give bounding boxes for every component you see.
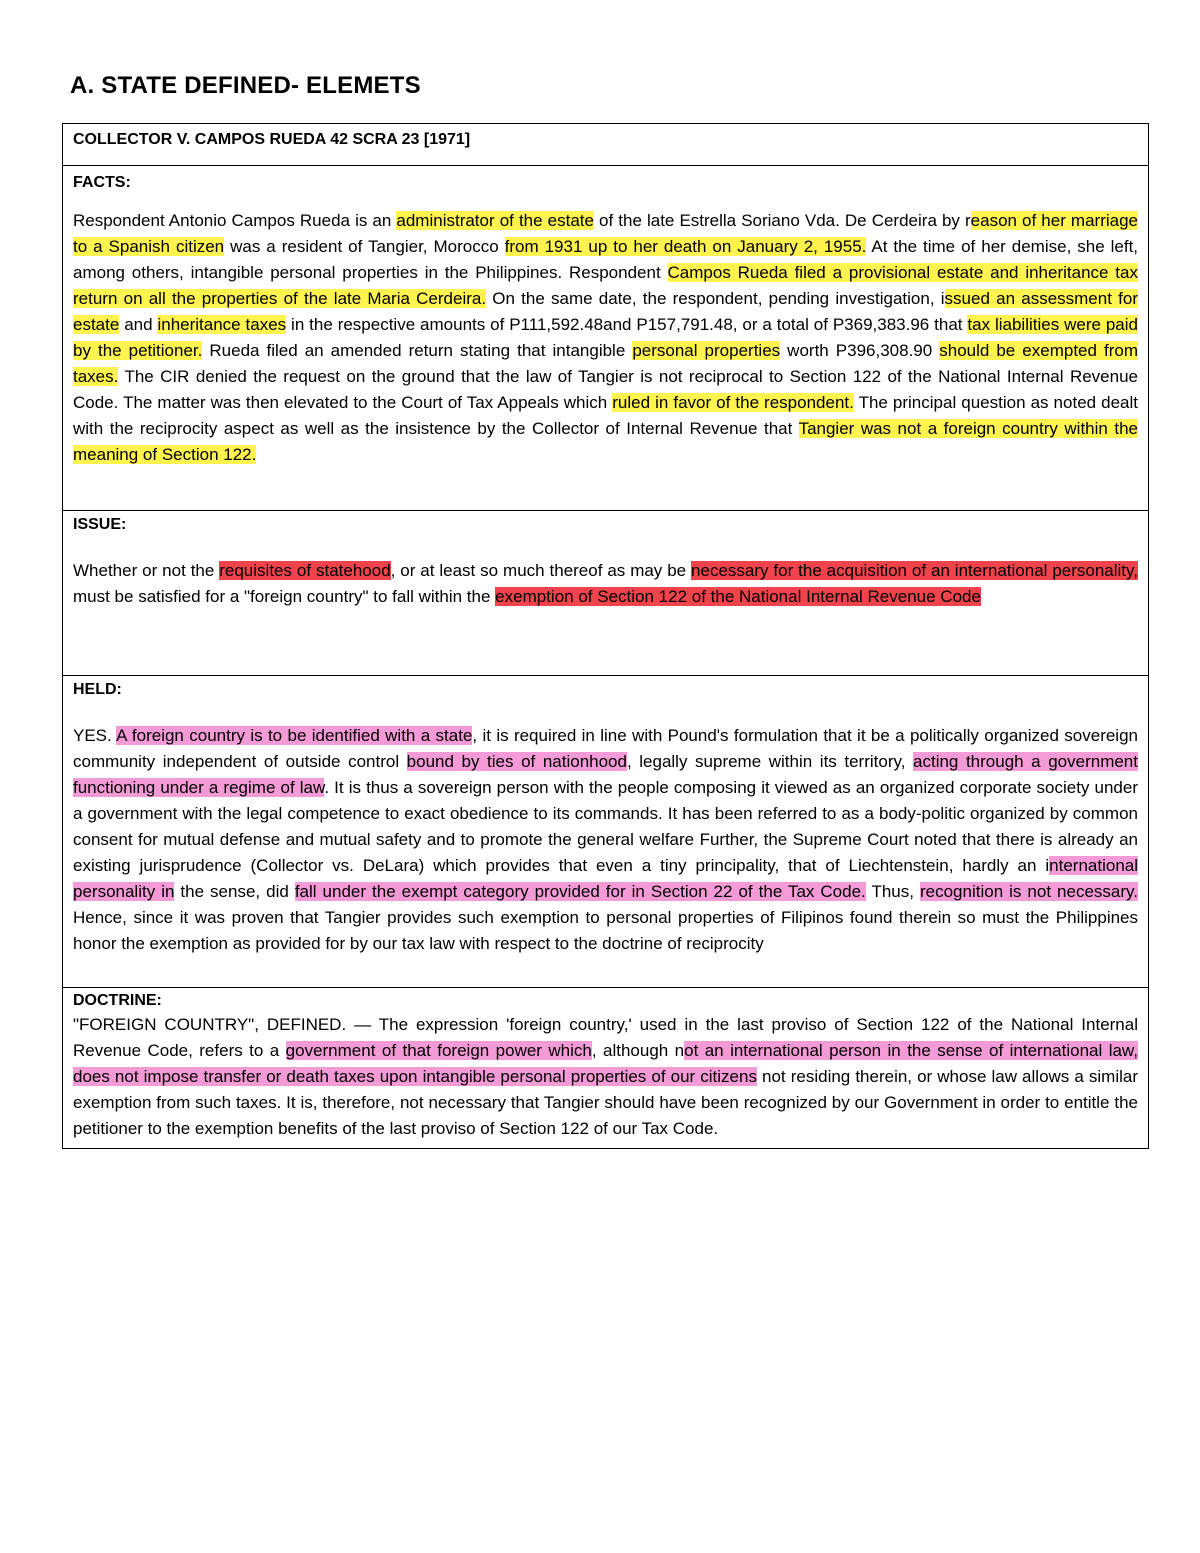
text-run: , or at least so much thereof as may be xyxy=(390,561,692,580)
highlighted-text: administrator of the estate xyxy=(396,211,594,230)
text-run: Rueda filed an amended return stating that intangible xyxy=(202,341,633,360)
highlighted-text: eason of her marriage to a Spanish citizen xyxy=(73,211,1138,256)
case-title-row xyxy=(63,124,1148,166)
highlighted-text: government of that foreign power which xyxy=(285,1041,592,1060)
held-label: HELD: xyxy=(73,681,122,698)
page-heading: A. STATE DEFINED- ELEMETS xyxy=(70,72,421,99)
highlighted-text: should be exempted from taxes. xyxy=(73,341,1138,386)
highlighted-text: nternational personality in xyxy=(73,856,1138,901)
case-digest-table xyxy=(62,123,1149,1149)
highlighted-text: Campos Rueda filed a provisional estate and inheritance tax return on all the properties of the late Maria Cerdeira. xyxy=(73,263,1138,308)
spacer xyxy=(73,701,1138,723)
spacer xyxy=(73,194,1138,208)
held-text xyxy=(73,723,1138,957)
issue-label: ISSUE: xyxy=(73,516,127,533)
highlighted-text: A foreign country is to be identified with a state xyxy=(116,726,473,745)
text-run: YES. xyxy=(73,726,117,745)
spacer xyxy=(73,536,1138,558)
text-run: , although n xyxy=(591,1041,685,1060)
highlighted-text: Tangier was not a foreign country within the meaning of Section 122. xyxy=(73,419,1138,464)
text-run: , it is required in line with Pound's formulation that it be a politically organized sovereign community independent of outside control xyxy=(73,726,1138,771)
highlighted-text: fall under the exempt category provided for in Section 22 of the Tax Code. xyxy=(294,882,866,901)
highlighted-text: bound by ties of nationhood xyxy=(406,752,627,771)
highlighted-text: inheritance taxes xyxy=(157,315,287,334)
highlighted-text: necessary for the acquisition of an international personality, xyxy=(691,561,1138,580)
text-run: was a resident of Tangier, Morocco xyxy=(224,237,505,256)
highlighted-text: from 1931 up to her death on January 2, 1955. xyxy=(504,237,867,256)
text-run: "FOREIGN COUNTRY", DEFINED. — The expression 'foreign country,' used in the last proviso of Section 122 of the National Internal Revenue Code, refers to a xyxy=(73,1015,1138,1060)
facts-section xyxy=(63,166,1148,511)
highlighted-text: recognition is not necessary. xyxy=(919,882,1138,901)
text-run: Respondent Antonio Campos Rueda is an xyxy=(73,211,397,230)
facts-text xyxy=(73,208,1138,468)
text-run: Whether or not the xyxy=(73,561,220,580)
text-run: the sense, did xyxy=(174,882,295,901)
highlighted-text: tax liabilities were paid by the petitioner. xyxy=(73,315,1138,360)
text-run: , legally supreme within its territory, xyxy=(626,752,914,771)
text-run: and xyxy=(119,315,158,334)
text-run: The principal question as noted dealt with the reciprocity aspect as well as the insistence by the Collector of Internal Revenue that xyxy=(73,393,1138,438)
text-run: worth P396,308.90 xyxy=(780,341,940,360)
issue-text xyxy=(73,558,1138,610)
text-run: not residing therein, or whose law allows a similar exemption from such taxes. It is, therefore, not necessary that Tangier should have been recognized by our Government in order to entitle the petitioner to the exemption benefits of the last proviso of Section 122 of our Tax Code. xyxy=(73,1067,1138,1138)
highlighted-text: requisites of statehood xyxy=(219,561,391,580)
text-run: Hence, since it was proven that Tangier provides such exemption to personal properties of Filipinos found therein so must the Philippines honor the exemption as provided for by our tax law with respect to the doctrine of reciprocity xyxy=(73,908,1138,953)
doctrine-label: DOCTRINE: xyxy=(73,992,162,1009)
text-run: must be satisfied for a "foreign country" to fall within the xyxy=(73,587,496,606)
facts-label: FACTS: xyxy=(73,174,131,191)
text-run: . It is thus a sovereign person with the people composing it viewed as an organized corporate society under a government with the legal competence to exact obedience to its commands. It has been referred to as a body-politic organized by common consent for mutual defense and mutual safety and to promote the general welfare Further, the Supreme Court noted that there is already an existing jurisprudence (Collector vs. DeLara) which provides that even a tiny principality, that of Liechtenstein, hardly an i xyxy=(73,778,1138,875)
highlighted-text: exemption of Section 122 of the National Internal Revenue Code xyxy=(495,587,981,606)
doctrine-text xyxy=(73,1012,1138,1142)
text-run: The CIR denied the request on the ground that the law of Tangier is not reciprocal to Section 122 of the National Internal Revenue Code. The matter was then elevated to the Court of Tax Appeals which xyxy=(73,367,1138,412)
text-run: of the late Estrella Soriano Vda. De Cerdeira by r xyxy=(593,211,971,230)
highlighted-text: ssued an assessment for estate xyxy=(73,289,1138,334)
doctrine-section xyxy=(63,988,1148,1148)
highlighted-text: personal properties xyxy=(632,341,781,360)
text-run: On the same date, the respondent, pending investigation, i xyxy=(486,289,945,308)
highlighted-text: ruled in favor of the respondent. xyxy=(612,393,854,412)
text-run: in the respective amounts of P111,592.48and P157,791.48, or a total of P369,383.96 that xyxy=(286,315,968,334)
highlighted-text: ot an international person in the sense of international law, does not impose transfer or death taxes upon intangible personal properties of our citizens xyxy=(73,1041,1138,1086)
text-run: At the time of her demise, she left, among others, intangible personal properties in the Philippines. Respondent xyxy=(73,237,1139,282)
issue-section xyxy=(63,511,1148,676)
case-title: COLLECTOR V. CAMPOS RUEDA 42 SCRA 23 [1971] xyxy=(73,131,471,148)
held-section xyxy=(63,676,1148,988)
highlighted-text: acting through a government functioning under a regime of law xyxy=(73,752,1138,797)
text-run: Thus, xyxy=(865,882,920,901)
